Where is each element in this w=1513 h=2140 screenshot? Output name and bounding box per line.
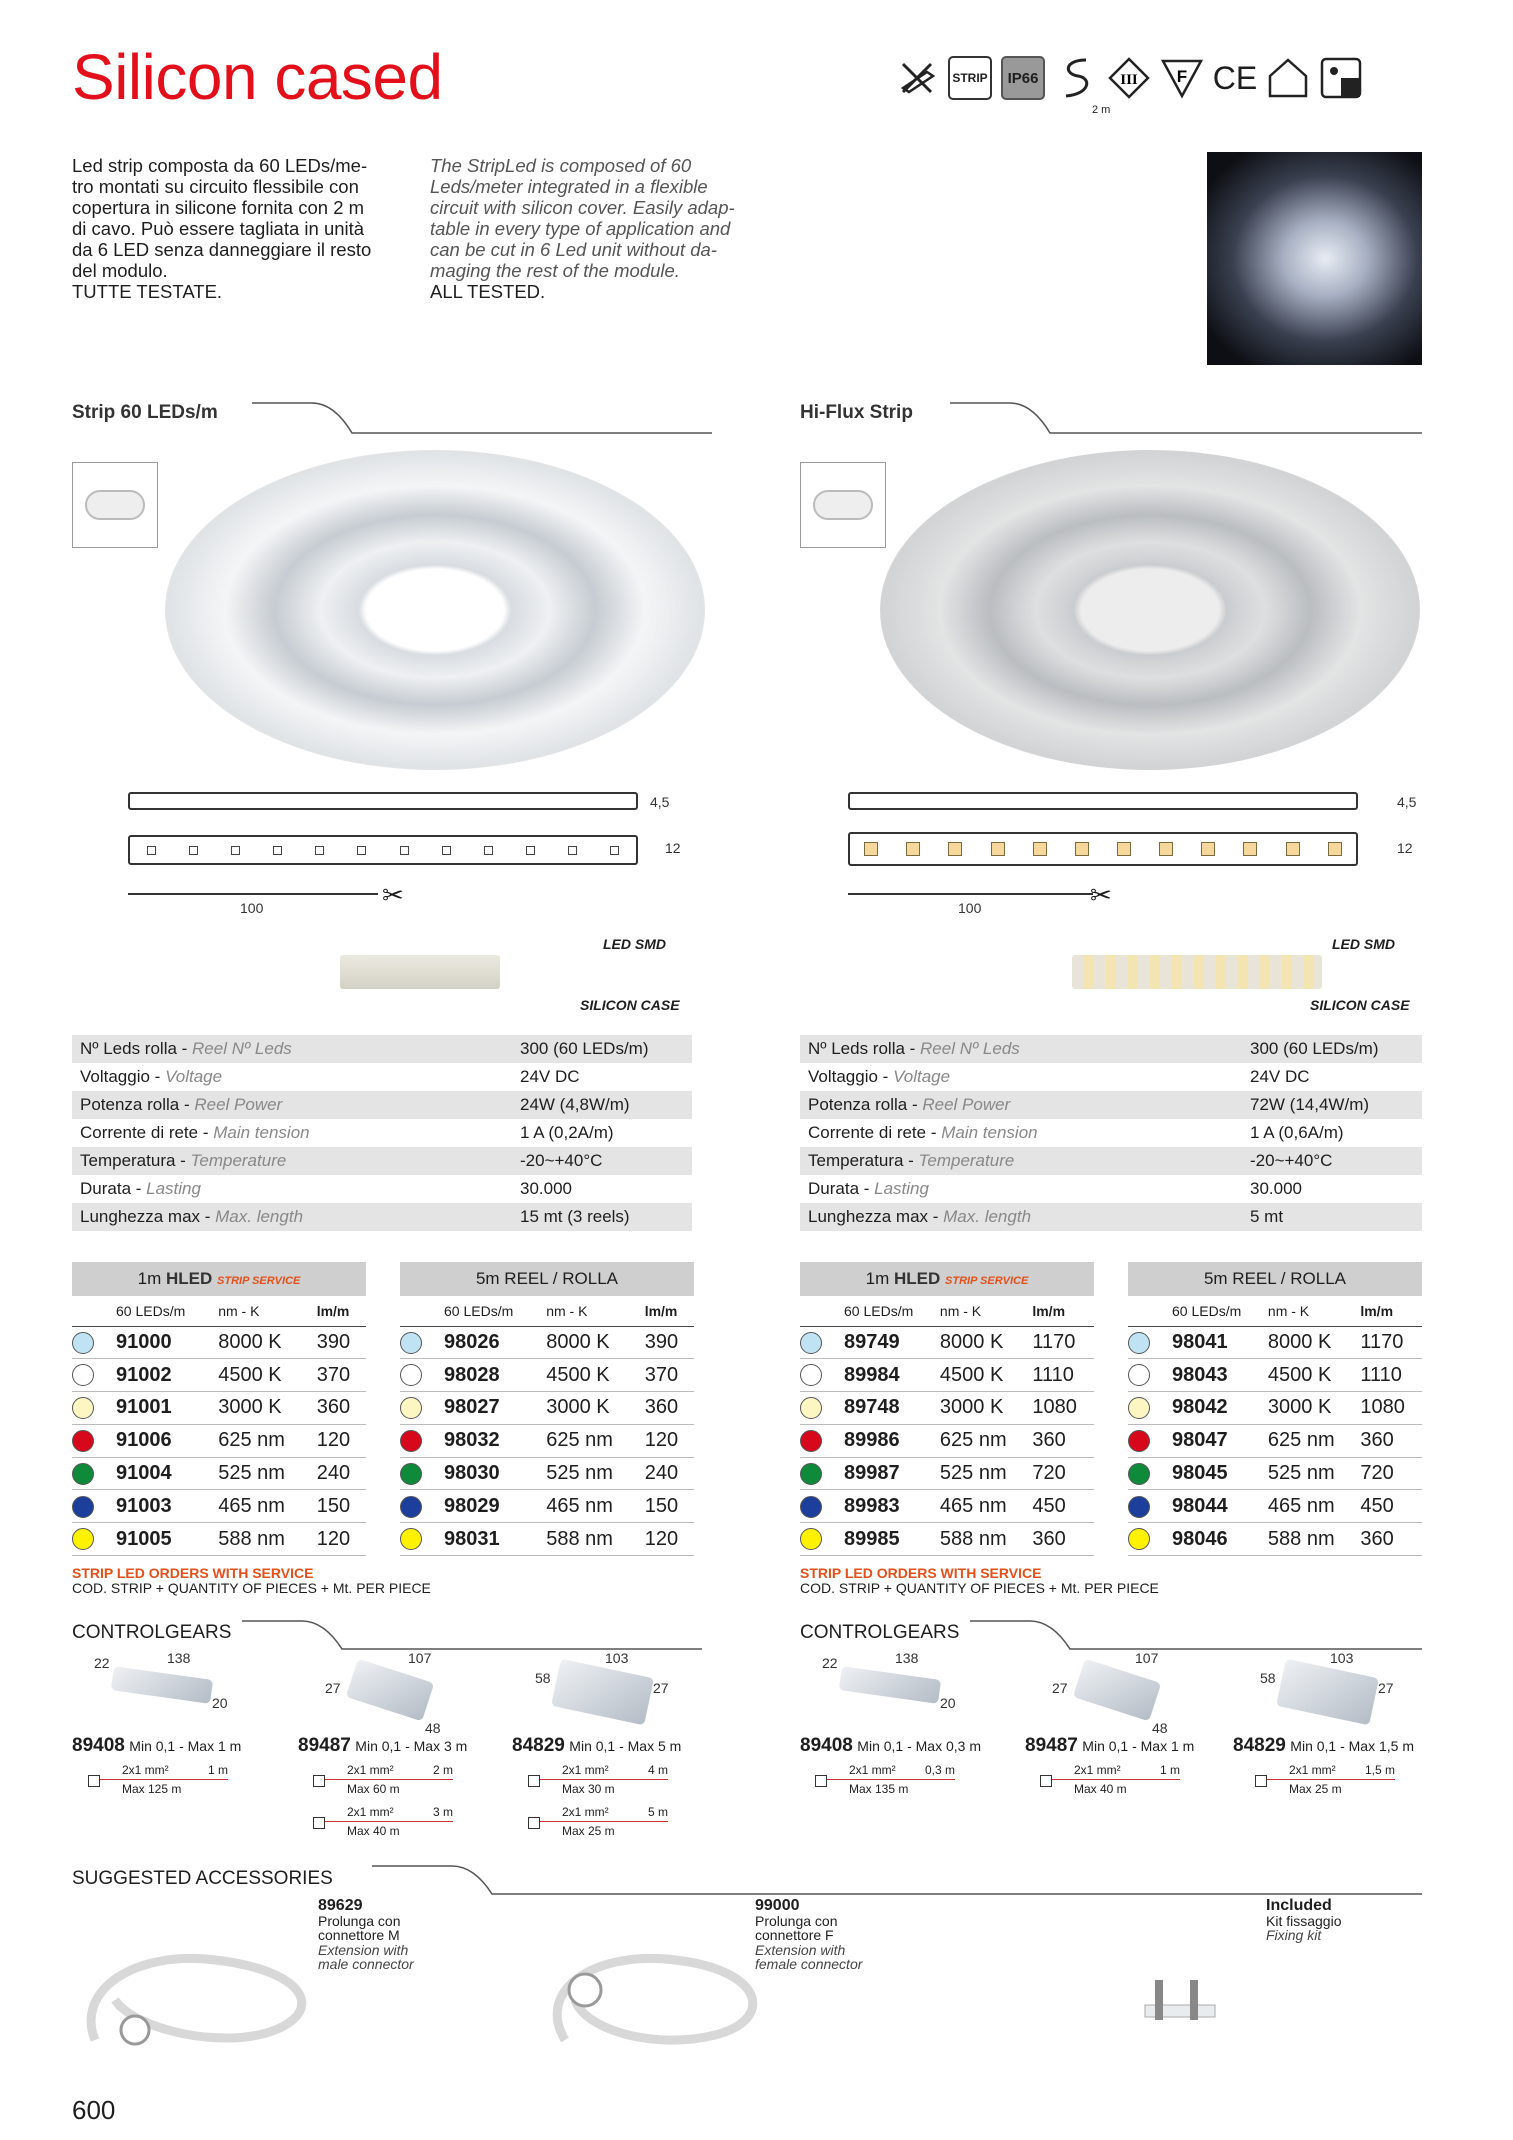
section-rule <box>72 395 712 435</box>
strip-top-view <box>128 835 638 865</box>
gear-89487: 107 27 48 <box>325 1650 441 1736</box>
wiring-diagram: 2x1 mm² 1 m Max 40 m <box>1040 1763 1180 1796</box>
code-table-1m: 1m HLED STRIP SERVICE 60 LEDs/m nm - K lm/m 91000 8000 K 390 91002 4500 K 370 91001 3000 K 360 91006 625 nm 120 91004 525 nm 240 91003 465 nm 150 91005 588 nm 120 <box>72 1262 366 1556</box>
color-swatch <box>800 1332 822 1354</box>
color-swatch <box>72 1332 94 1354</box>
page-number: 600 <box>72 2095 116 2125</box>
connector-thumbnail <box>800 462 886 548</box>
label-silicon-case: SILICON CASE <box>1310 997 1410 1013</box>
dim-thickness: 4,5 <box>650 794 670 810</box>
f-mark-label: F <box>1176 67 1188 86</box>
strip-icon: STRIP <box>948 56 992 100</box>
dim-width: 12 <box>1397 840 1413 856</box>
order-note: STRIP LED ORDERS WITH SERVICE COD. STRIP + QUANTITY OF PIECES + Mt. PER PIECE <box>72 1565 431 1596</box>
controlgears-title: CONTROLGEARS <box>800 1622 960 1643</box>
section-title-strip: Strip 60 LEDs/m <box>72 402 218 423</box>
color-swatch <box>1128 1496 1150 1518</box>
label-led-smd: LED SMD <box>603 936 666 952</box>
color-swatch <box>800 1528 822 1550</box>
strip-detail-image <box>340 955 500 989</box>
gear-spec: 89408 Min 0,1 - Max 1 m <box>72 1735 242 1756</box>
wiring-diagram: 2x1 mm² 1,5 m Max 25 m <box>1255 1763 1395 1796</box>
spec-row: Lunghezza max - Max. length 15 mt (3 reels) <box>72 1203 692 1231</box>
accessory-included: Included Kit fissaggio Fixing kit <box>1266 1897 1342 1943</box>
color-swatch <box>800 1430 822 1452</box>
table-row: 98029 465 nm 150 <box>400 1490 694 1523</box>
description-it: Led strip composta da 60 LEDs/me- tro montati su circuito flessibile con copertura in silicone fornita con 2 m di cavo. Può essere tagliata in unità da 6 LED senza danneggiare il resto del modulo. TUTTE TESTATE. <box>72 155 372 302</box>
strip-top-view <box>848 832 1358 866</box>
ip66-icon: IP66 <box>1001 56 1045 100</box>
dimmer-icon <box>1319 56 1363 100</box>
color-swatch <box>72 1463 94 1485</box>
spec-table <box>72 1035 692 1231</box>
spec-row: Durata - Lasting 30.000 <box>80 1179 572 1198</box>
wiring-diagram: 2x1 mm² 5 m Max 25 m <box>528 1805 668 1838</box>
table-row: 98026 8000 K 390 <box>400 1326 694 1359</box>
gear-spec: 89487 Min 0,1 - Max 1 m <box>1025 1735 1195 1756</box>
accessory-89629: 89629 Prolunga con connettore M Extension with male connector <box>318 1897 414 1972</box>
table-row: 98046 588 nm 360 <box>1128 1523 1422 1556</box>
table-row: 91002 4500 K 370 <box>72 1359 366 1392</box>
code-table-5m: 5m REEL / ROLLA 60 LEDs/m nm - K lm/m 98041 8000 K 1170 98043 4500 K 1110 98042 3000 K 1080 98047 625 nm 360 98045 525 nm 720 98044 465 nm 450 98046 588 nm 360 <box>1128 1262 1422 1556</box>
spec-row: Nº Leds rolla - Reel Nº Leds 300 (60 LEDs/m) <box>800 1035 1422 1063</box>
table-row: 91006 625 nm 120 <box>72 1424 366 1457</box>
no-touch-icon <box>895 56 939 100</box>
table-row: 98030 525 nm 240 <box>400 1457 694 1490</box>
spec-row: Temperatura - Temperature -20~+40°C <box>72 1147 692 1175</box>
hiflux-reel-image <box>880 450 1420 770</box>
product-photo <box>1207 152 1422 365</box>
code-table-1m: 1m HLED STRIP SERVICE 60 LEDs/m nm - K lm/m 89749 8000 K 1170 89984 4500 K 1110 89748 3000 K 1080 89986 625 nm 360 89987 525 nm 720 89983 465 nm 450 89985 588 nm 360 <box>800 1262 1094 1556</box>
scissors-icon: ✂ <box>382 880 404 910</box>
cable-length: 2 m <box>1092 104 1111 116</box>
strip-side-view <box>128 792 638 810</box>
gear-84829: 103 58 27 <box>510 1650 710 1750</box>
male-extension-image <box>75 1930 335 2060</box>
page-title: Silicon cased <box>72 41 443 113</box>
section-title-hiflux: Hi-Flux Strip <box>800 402 913 423</box>
gear-89487: 107 27 48 <box>1052 1650 1168 1736</box>
label-silicon-case: SILICON CASE <box>580 997 680 1013</box>
dim-length-line <box>848 893 1093 895</box>
code-table-5m: 5m REEL / ROLLA 60 LEDs/m nm - K lm/m 98026 8000 K 390 98028 4500 K 370 98027 3000 K 360 98032 625 nm 120 98030 525 nm 240 98029 465 nm 150 98031 588 nm 120 <box>400 1262 694 1556</box>
color-swatch <box>72 1496 94 1518</box>
description-en: The StripLed is composed of 60 Leds/meter integrated in a flexible circuit with silicon cover. Easily adap- table in every type of application and can be cut in 6 Led unit without da- maging the rest of the module. ALL TESTED. <box>430 155 735 302</box>
dim-length: 100 <box>958 900 982 916</box>
gear-spec: 84829 Min 0,1 - Max 5 m <box>512 1735 682 1756</box>
table-row: 91003 465 nm 150 <box>72 1490 366 1523</box>
spec-row: Voltaggio - Voltage 24V DC <box>80 1067 580 1086</box>
color-swatch <box>1128 1397 1150 1419</box>
strip-side-view <box>848 792 1358 810</box>
color-swatch <box>400 1496 422 1518</box>
spec-row: Durata - Lasting 30.000 <box>808 1179 1302 1198</box>
spec-row: Lunghezza max - Max. length 5 mt <box>800 1203 1422 1231</box>
class-iii-label: III <box>1120 72 1138 88</box>
color-swatch <box>400 1332 422 1354</box>
table-row: 91000 8000 K 390 <box>72 1326 366 1359</box>
wiring-diagram: 2x1 mm² 4 m Max 30 m <box>528 1763 668 1796</box>
table-row: 98041 8000 K 1170 <box>1128 1326 1422 1359</box>
table-row: 91004 525 nm 240 <box>72 1457 366 1490</box>
color-swatch <box>72 1397 94 1419</box>
table-row: 89984 4500 K 1110 <box>800 1359 1094 1392</box>
color-swatch <box>400 1430 422 1452</box>
ce-mark-icon: CE <box>1212 59 1258 96</box>
color-swatch <box>1128 1332 1150 1354</box>
house-icon <box>1266 56 1310 100</box>
scissors-icon: ✂ <box>1090 880 1112 910</box>
dim-length: 100 <box>240 900 264 916</box>
table-row: 89983 465 nm 450 <box>800 1490 1094 1523</box>
color-swatch <box>1128 1463 1150 1485</box>
table-row: 89749 8000 K 1170 <box>800 1326 1094 1359</box>
table-row: 98031 588 nm 120 <box>400 1523 694 1556</box>
table-row: 89986 625 nm 360 <box>800 1424 1094 1457</box>
color-swatch <box>1128 1364 1150 1386</box>
gear-spec: 89408 Min 0,1 - Max 0,3 m <box>800 1735 981 1756</box>
color-swatch <box>800 1364 822 1386</box>
color-swatch <box>72 1364 94 1386</box>
spec-row: Corrente di rete - Main tension 1 A (0,2A/m) <box>80 1123 614 1142</box>
color-swatch <box>400 1528 422 1550</box>
gear-84829: 103 58 27 <box>1235 1650 1415 1750</box>
table-row: 91005 588 nm 120 <box>72 1523 366 1556</box>
connector-thumbnail <box>72 462 158 548</box>
dim-thickness: 4,5 <box>1397 794 1417 810</box>
spec-row: Nº Leds rolla - Reel Nº Leds 300 (60 LEDs/m) <box>72 1035 692 1063</box>
gear-spec: 84829 Min 0,1 - Max 1,5 m <box>1233 1735 1414 1756</box>
color-swatch <box>800 1496 822 1518</box>
cable-icon <box>1054 56 1098 100</box>
table-row: 98043 4500 K 1110 <box>1128 1359 1422 1392</box>
accessories-title: SUGGESTED ACCESSORIES <box>72 1868 333 1889</box>
certification-icons <box>895 56 1363 100</box>
color-swatch <box>800 1397 822 1419</box>
color-swatch <box>400 1397 422 1419</box>
color-swatch <box>1128 1430 1150 1452</box>
table-row: 98042 3000 K 1080 <box>1128 1392 1422 1425</box>
spec-table <box>800 1035 1422 1231</box>
gear-89408: 22 138 20 <box>822 1650 956 1711</box>
table-row: 98028 4500 K 370 <box>400 1359 694 1392</box>
color-swatch <box>72 1430 94 1452</box>
order-note: STRIP LED ORDERS WITH SERVICE COD. STRIP + QUANTITY OF PIECES + Mt. PER PIECE <box>800 1565 1159 1596</box>
fixing-kit-image <box>1135 1970 1255 2040</box>
female-extension-image <box>525 1930 785 2060</box>
spec-row: Voltaggio - Voltage 24V DC <box>808 1067 1310 1086</box>
table-row: 98044 465 nm 450 <box>1128 1490 1422 1523</box>
wiring-diagram: 2x1 mm² 2 m Max 60 m <box>313 1763 453 1796</box>
table-row: 89987 525 nm 720 <box>800 1457 1094 1490</box>
accessory-99000: 99000 Prolunga con connettore F Extension with female connector <box>755 1897 863 1972</box>
color-swatch <box>800 1463 822 1485</box>
table-row: 98045 525 nm 720 <box>1128 1457 1422 1490</box>
label-led-smd: LED SMD <box>1332 936 1395 952</box>
table-row: 89985 588 nm 360 <box>800 1523 1094 1556</box>
wiring-diagram: 2x1 mm² 1 m Max 125 m <box>88 1763 228 1796</box>
table-row: 89748 3000 K 1080 <box>800 1392 1094 1425</box>
color-swatch <box>1128 1528 1150 1550</box>
spec-row: Potenza rolla - Reel Power 72W (14,4W/m) <box>800 1091 1422 1119</box>
table-row: 91001 3000 K 360 <box>72 1392 366 1425</box>
controlgears-title: CONTROLGEARS <box>72 1622 232 1643</box>
section-rule <box>800 395 1422 435</box>
controlgears-rule <box>800 1615 1422 1651</box>
gear-89408: 22 138 20 <box>94 1650 228 1711</box>
color-swatch <box>400 1364 422 1386</box>
accessories-rule <box>72 1860 1422 1896</box>
wiring-diagram: 2x1 mm² 3 m Max 40 m <box>313 1805 453 1838</box>
strip-detail-image <box>1072 955 1322 989</box>
color-swatch <box>400 1463 422 1485</box>
table-row: 98047 625 nm 360 <box>1128 1424 1422 1457</box>
wiring-diagram: 2x1 mm² 0,3 m Max 135 m <box>815 1763 955 1796</box>
spec-row: Temperatura - Temperature -20~+40°C <box>800 1147 1422 1175</box>
table-row: 98032 625 nm 120 <box>400 1424 694 1457</box>
spec-row: Potenza rolla - Reel Power 24W (4,8W/m) <box>72 1091 692 1119</box>
gear-spec: 89487 Min 0,1 - Max 3 m <box>298 1735 468 1756</box>
f-mark-icon <box>1160 56 1204 100</box>
dim-width: 12 <box>665 840 681 856</box>
spec-row: Corrente di rete - Main tension 1 A (0,6A/m) <box>808 1123 1344 1142</box>
dim-length-line <box>128 893 378 895</box>
color-swatch <box>72 1528 94 1550</box>
strip-reel-image <box>165 450 705 770</box>
class-iii-icon <box>1107 56 1151 100</box>
controlgears-rule <box>72 1615 702 1651</box>
table-row: 98027 3000 K 360 <box>400 1392 694 1425</box>
